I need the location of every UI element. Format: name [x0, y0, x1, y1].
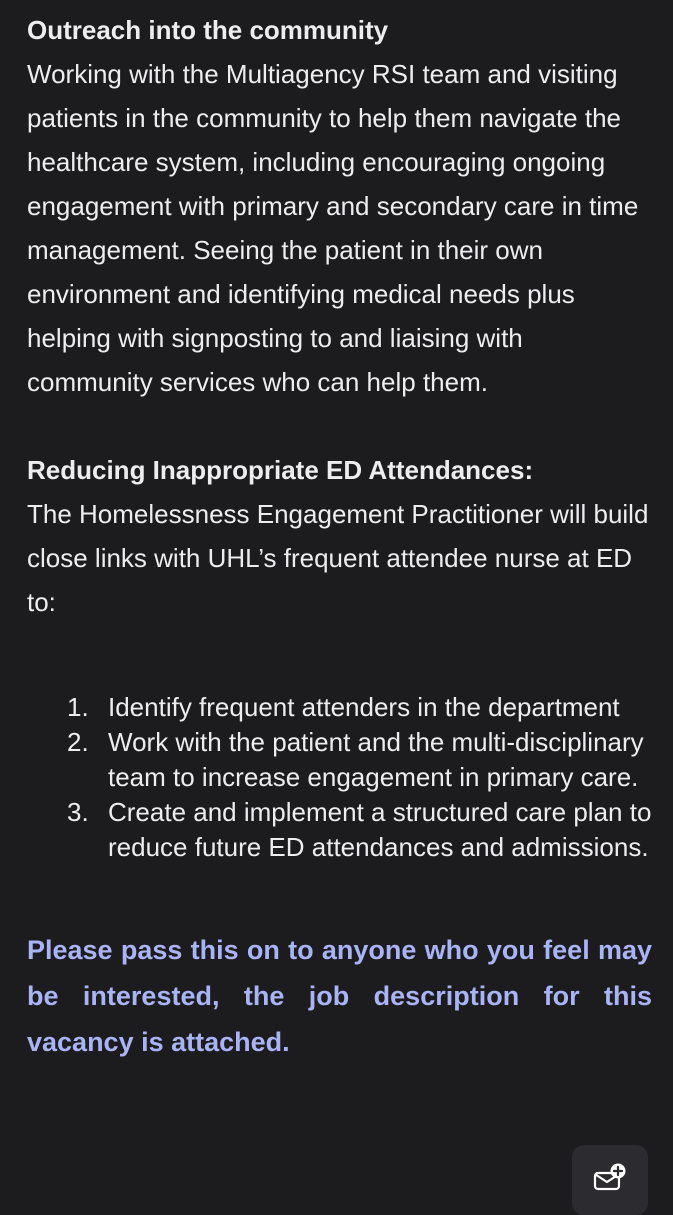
compose-mail-plus-icon: [592, 1161, 628, 1197]
message-body: [27, 8, 652, 1065]
call-to-action: Please pass this on to anyone who you feel may be interested, the job description for this vacancy is attached.: [27, 935, 652, 1057]
list-item-text: Create and implement a structured care plan to reduce future ED attendances and admissions.: [108, 797, 652, 862]
list-item-number: 1.: [67, 692, 89, 722]
spacer: [27, 911, 652, 927]
list-item-text: Identify frequent attenders in the department: [108, 692, 620, 722]
spacer: [27, 668, 652, 690]
outreach-heading: Outreach into the community: [27, 15, 389, 45]
ed-paragraph: The Homelessness Engagement Practitioner will build close links with UHL’s frequent attendee nurse at ED to:: [27, 499, 649, 617]
list-item-number: 3.: [67, 797, 89, 827]
list-item-number: 2.: [67, 727, 89, 757]
compose-button[interactable]: [572, 1145, 648, 1215]
spacer: [27, 404, 652, 448]
list-item: [27, 690, 652, 725]
ed-heading: Reducing Inappropriate ED Attendances:: [27, 455, 534, 485]
outreach-paragraph: Working with the Multiagency RSI team and visiting patients in the community to help them navigate the healthcare system, including encouraging ongoing engagement with primary and secondary care in time management. Seeing the patient in their own environment and identifying medical needs plus helping with signposting to and liaising with community services who can help them.: [27, 59, 639, 397]
list-item-text: Work with the patient and the multi-disciplinary team to increase engagement in primary care.: [108, 727, 644, 792]
spacer: [27, 865, 652, 911]
list-item: [27, 725, 652, 795]
spacer: [27, 624, 652, 668]
ed-steps-list: [27, 690, 652, 865]
list-item: [27, 795, 652, 865]
